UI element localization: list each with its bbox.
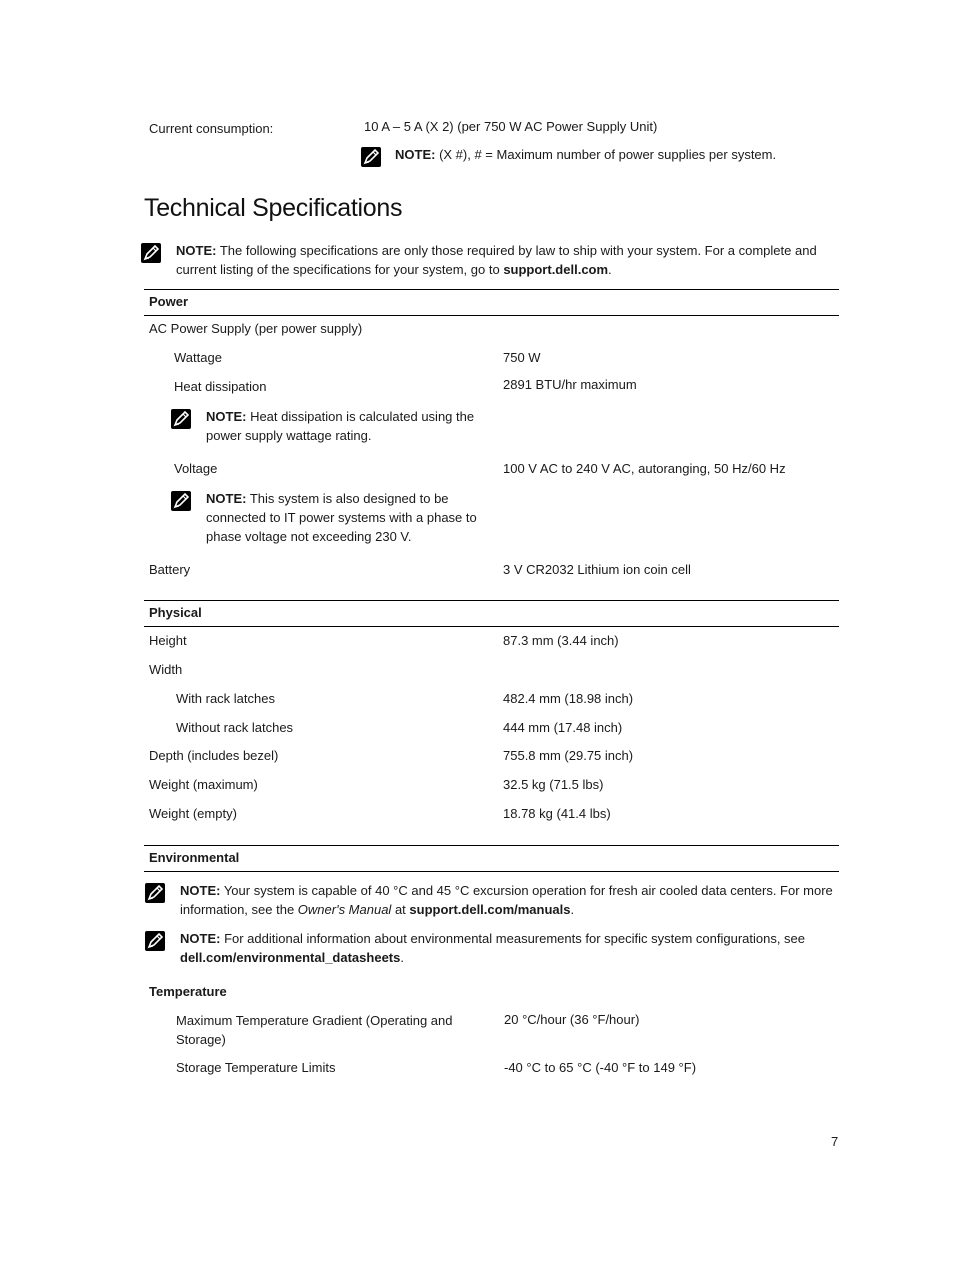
weight-empty-label: Weight (empty) (149, 806, 237, 821)
environmental-note-2: NOTE: For additional information about environmental measurements for specific system configurations, see dell.com/environmental_datasheets. (180, 931, 806, 965)
wattage-value: 750 W (503, 350, 541, 365)
battery-value: 3 V CR2032 Lithium ion coin cell (503, 562, 691, 577)
datasheets-link[interactable]: dell.com/environmental_datasheets (180, 950, 401, 965)
temperature-gradient-label: Maximum Temperature Gradient (Operating and Storage) (176, 1013, 453, 1047)
ac-power-supply-label: AC Power Supply (per power supply) (149, 321, 363, 336)
weight-max-label: Weight (maximum) (149, 777, 258, 792)
divider (144, 289, 839, 290)
with-rack-latches-label: With rack latches (176, 691, 275, 706)
height-value: 87.3 mm (3.44 inch) (503, 633, 619, 648)
support-link[interactable]: support.dell.com (503, 262, 609, 277)
without-rack-latches-label: Without rack latches (176, 720, 294, 735)
power-header: Power (149, 294, 189, 309)
weight-empty-value: 18.78 kg (41.4 lbs) (503, 806, 611, 821)
temperature-header: Temperature (149, 984, 227, 999)
without-rack-latches-value: 444 mm (17.48 inch) (503, 720, 623, 735)
voltage-label: Voltage (174, 461, 218, 476)
note-icon (145, 931, 165, 951)
physical-header: Physical (149, 605, 202, 620)
storage-temperature-value: -40 °C to 65 °C (-40 °F to 149 °F) (504, 1060, 697, 1075)
note-icon (171, 409, 191, 429)
current-consumption-value: 10 A – 5 A (X 2) (per 750 W AC Power Supply Unit) (364, 119, 658, 134)
note-icon (361, 147, 381, 167)
divider (144, 315, 839, 316)
heat-dissipation-value: 2891 BTU/hr maximum (503, 377, 637, 392)
battery-label: Battery (149, 562, 191, 577)
note-icon (145, 883, 165, 903)
heat-dissipation-label: Heat dissipation (174, 379, 267, 394)
intro-note: NOTE: The following specifications are only those required by law to ship with your system. For a complete and current listing of the specifications for your system, go to support.dell.com. (176, 243, 817, 277)
wattage-label: Wattage (174, 350, 222, 365)
manuals-link[interactable]: support.dell.com/manuals (409, 902, 571, 917)
with-rack-latches-value: 482.4 mm (18.98 inch) (503, 691, 634, 706)
voltage-note: NOTE: This system is also designed to be connected to IT power systems with a phase to phase voltage not exceeding 230 V. (206, 491, 477, 544)
height-label: Height (149, 633, 187, 648)
temperature-gradient-value: 20 °C/hour (36 °F/hour) (504, 1012, 640, 1027)
environmental-note-1: NOTE: Your system is capable of 40 °C and 45 °C excursion operation for fresh air cooled data centers. For more information, see the Owner's Manual at support.dell.com/manuals. (180, 883, 833, 917)
voltage-value: 100 V AC to 240 V AC, autoranging, 50 Hz/60 Hz (503, 461, 786, 476)
environmental-header: Environmental (149, 850, 240, 865)
page-title: Technical Specifications (144, 194, 403, 222)
note-icon (141, 243, 161, 263)
divider (144, 626, 839, 627)
current-consumption-label: Current consumption: (149, 121, 274, 136)
top-note: NOTE: (X #), # = Maximum number of power supplies per system. (395, 147, 777, 162)
depth-label: Depth (includes bezel) (149, 748, 279, 763)
divider (144, 871, 839, 872)
width-label: Width (149, 662, 183, 677)
divider (144, 845, 839, 846)
divider (144, 600, 839, 601)
heat-note: NOTE: Heat dissipation is calculated using the power supply wattage rating. (206, 409, 475, 443)
page-number: 7 (831, 1134, 839, 1149)
note-icon (171, 491, 191, 511)
weight-max-value: 32.5 kg (71.5 lbs) (503, 777, 604, 792)
storage-temperature-label: Storage Temperature Limits (176, 1060, 336, 1075)
depth-value: 755.8 mm (29.75 inch) (503, 748, 634, 763)
